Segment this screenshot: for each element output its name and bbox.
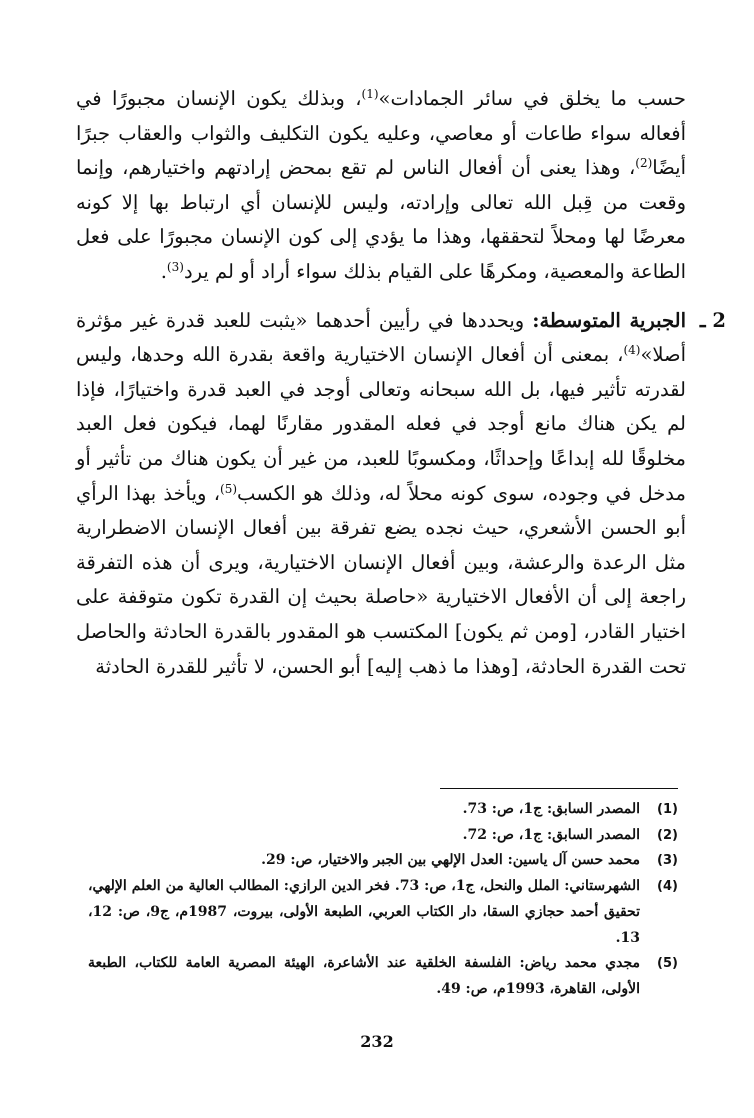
footnote-number: (4) xyxy=(657,879,678,895)
footnote-5 xyxy=(88,951,678,1002)
footnote-text: الشهرستاني: الملل والنحل، ج1، ص: 73. فخر الدين الرازي: المطالب العالية من العلم الإلهي، تحقيق أحمد حجازي السقا، دار الكتاب العربي، الطبعة الأولى، بيروت، 1987م، ج9، ص: 12، 13. xyxy=(88,878,640,946)
footnote-divider xyxy=(440,788,678,789)
paragraph-1 xyxy=(76,82,686,290)
footnote-text: محمد حسن آل ياسين: العدل الإلهي بين الجبر والاختيار، ص: 29. xyxy=(261,852,640,869)
p1-text-c: ، وهذا يعنى أن أفعال الناس لم تقع بمحض إرادتهم واختيارهم، وإنما وقعت من قِبل الله تعالى وإرادته، وليس للإنسان أي ارتباط بها إلا كونه معرضًا لها ومحلاً لتحققها، وهذا ما يؤدي إلى كون الإنسان مجبورًا على فعل الطاعة والمعصية، ومكرهًا على القيام بذلك سواء أراد أو لم يرد xyxy=(76,156,686,283)
p2-text-c: ، ويأخذ بهذا الرأي أبو الحسن الأشعري، حيث نجده يضع تفرقة بين أفعال الإنسان الاضطرارية مثل الرعدة والرعشة، وبين أفعال الإنسان الاختيارية، ويرى أن هذه التفرقة راجعة إلى أن الأفعال الاختيارية «حاصلة بحيث إن القدرة تكون متوقفة على اختيار القادر، [ومن ثم يكون] المكتسب هو المقدور بالقدرة الحادثة والحاصل تحت القدرة الحادثة، [وهذا ما ذهب إليه] أبو الحسن، لا تأثير للقدرة الحادثة xyxy=(76,481,686,678)
paragraph-2 xyxy=(76,304,686,685)
footnote-3 xyxy=(88,848,678,874)
p2-text-a: ويحددها في رأيين أحدهما «يثبت للعبد قدرة غير مؤثرة أصلا» xyxy=(76,308,686,367)
footnote-number: (1) xyxy=(657,802,678,817)
footnote-text: المصدر السابق: ج1، ص: 73. xyxy=(462,801,640,817)
footnote-ref-5[interactable]: (5) xyxy=(220,481,238,496)
section-heading: الجبرية المتوسطة: xyxy=(532,308,686,332)
footnote-ref-1[interactable]: (1) xyxy=(361,87,379,101)
list-item-number: 2 ـ xyxy=(699,308,726,332)
list-item-2 xyxy=(76,304,726,685)
footnote-number: (3) xyxy=(657,853,678,869)
footnotes-list xyxy=(88,797,678,1003)
footnote-1 xyxy=(88,797,678,823)
footnote-ref-4[interactable]: (4) xyxy=(623,343,641,358)
footnote-ref-2[interactable]: (2) xyxy=(635,156,653,171)
footnote-number: (5) xyxy=(657,956,678,972)
page-number: 232 xyxy=(360,1032,394,1051)
footnote-ref-3[interactable]: (3) xyxy=(166,259,184,274)
p1-text-a: حسب ما يخلق في سائر الجمادات» xyxy=(378,87,686,110)
p1-text-d: . xyxy=(160,259,167,283)
footnote-4 xyxy=(88,874,678,951)
footnote-text: مجدي محمد رياض: الفلسفة الخلقية عند الأشاعرة، الهيئة المصرية العامة للكتاب، الطبعة الأولى، القاهرة، 1993م، ص: 49. xyxy=(88,955,640,997)
p1-text-b: ، وبذلك يكون الإنسان مجبورًا في أفعاله سواء طاعات أو معاصي، وعليه يكون التكليف والثواب والعقاب جبرًا أيضًا xyxy=(76,87,686,180)
main-text xyxy=(76,82,726,684)
footnote-text: المصدر السابق: ج1، ص: 72. xyxy=(462,826,640,843)
footnote-number: (2) xyxy=(657,827,678,843)
footnote-2 xyxy=(88,823,678,849)
p2-text-b: ، بمعنى أن أفعال الإنسان الاختيارية واقعة بقدرة الله وحدها، وليس لقدرته تأثير فيها، بل الله سبحانه وتعالى أوجد في العبد قدرة واختيارًا، فإذا لم يكن هناك مانع أوجد في فعله المقدور مقارنًا لهما، فيكون فعل العبد مخلوقًا لله إبداعًا وإحداثًا، ومكسوبًا للعبد، من غير أن يكون هناك من تأثير أو مدخل في وجوده، سوى كونه محلاً له، وذلك هو الكسب xyxy=(76,343,686,505)
